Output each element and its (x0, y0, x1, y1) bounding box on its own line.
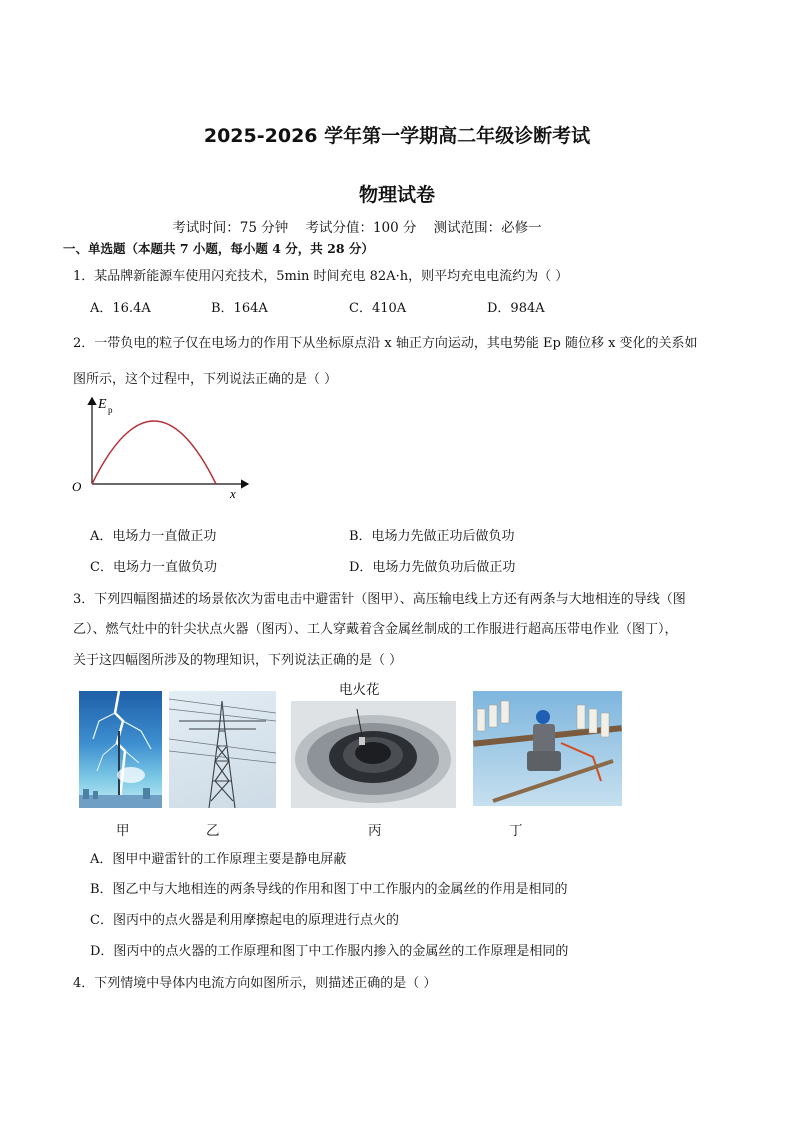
power-tower-image (169, 691, 276, 808)
energy-position-graph (68, 392, 258, 504)
caption-ding: 丁 (509, 823, 523, 839)
q1-option-d: D．984A (487, 301, 545, 316)
q2-option-d: D．电场力先做负功后做正功 (349, 560, 516, 575)
page-title: 2025-2026 学年第一学期高二年级诊断考试 (203, 125, 591, 147)
lightning-rod-image (79, 691, 162, 808)
question-4-stem: 4．下列情境中导体内电流方向如图所示，则描述正确的是（ ） (73, 976, 437, 991)
question-1-stem: 1．某品牌新能源车使用闪充技术，5min 时间充电 82A·h，则平均充电电流约为（ ） (73, 269, 569, 284)
question-3-stem-line1: 3．下列四幅图描述的场景依次为雷电击中避雷针（图甲）、高压输电线上方还有两条与大地相连的导线（图 (73, 592, 686, 607)
q3-option-b: B．图乙中与大地相连的两条导线的作用和图丁中工作服内的金属丝的作用是相同的 (90, 882, 568, 897)
question-2-stem-line2: 图所示，这个过程中，下列说法正确的是（ ） (73, 372, 338, 387)
exam-info: 考试时间：75 分钟 考试分值：100 分 测试范围：必修一 (172, 220, 542, 236)
q1-option-c: C．410A (349, 301, 407, 316)
section-heading: 一、单选题（本题共 7 小题，每小题 4 分，共 28 分） (63, 241, 374, 256)
question-3-stem-line3: 关于这四幅图所涉及的物理知识，下列说法正确的是（ ） (73, 653, 403, 668)
q2-option-a: A．电场力一直做正功 (90, 529, 217, 544)
question-3-stem-line2: 乙）、燃气灶中的针尖状点火器（图丙）、工人穿戴着含金属丝制成的工作服进行超高压带电作业（图丁）， (73, 622, 678, 637)
worker-image (473, 691, 622, 806)
caption-jia: 甲 (116, 823, 130, 839)
caption-yi: 乙 (206, 823, 220, 839)
q3-option-c: C．图丙中的点火器是利用摩擦起电的原理进行点火的 (90, 913, 399, 928)
x-axis-label: x (230, 486, 236, 501)
y-axis-label: E (98, 397, 107, 412)
q2-option-c: C．电场力一直做负功 (90, 560, 217, 575)
q3-option-a: A．图甲中避雷针的工作原理主要是静电屏蔽 (90, 852, 347, 867)
page-subtitle: 物理试卷 (358, 184, 435, 206)
question-2-stem-line1: 2．一带负电的粒子仅在电场力的作用下从坐标原点沿 x 轴正方向运动，其电势能 Ep 随位移 x 变化的关系如 (73, 336, 698, 351)
caption-bing: 丙 (368, 823, 382, 839)
gas-stove-image (291, 701, 456, 808)
spark-label: 电火花 (339, 682, 380, 698)
ep-curve (92, 421, 216, 484)
origin-label: O (72, 479, 82, 494)
q2-option-b: B．电场力先做正功后做负功 (349, 529, 515, 544)
q1-option-a: A．16.4A (90, 301, 151, 316)
q3-option-d: D．图丙中的点火器的工作原理和图丁中工作服内掺入的金属丝的工作原理是相同的 (90, 944, 569, 959)
y-axis-subscript: p (108, 405, 113, 415)
q1-option-b: B．164A (211, 301, 268, 316)
